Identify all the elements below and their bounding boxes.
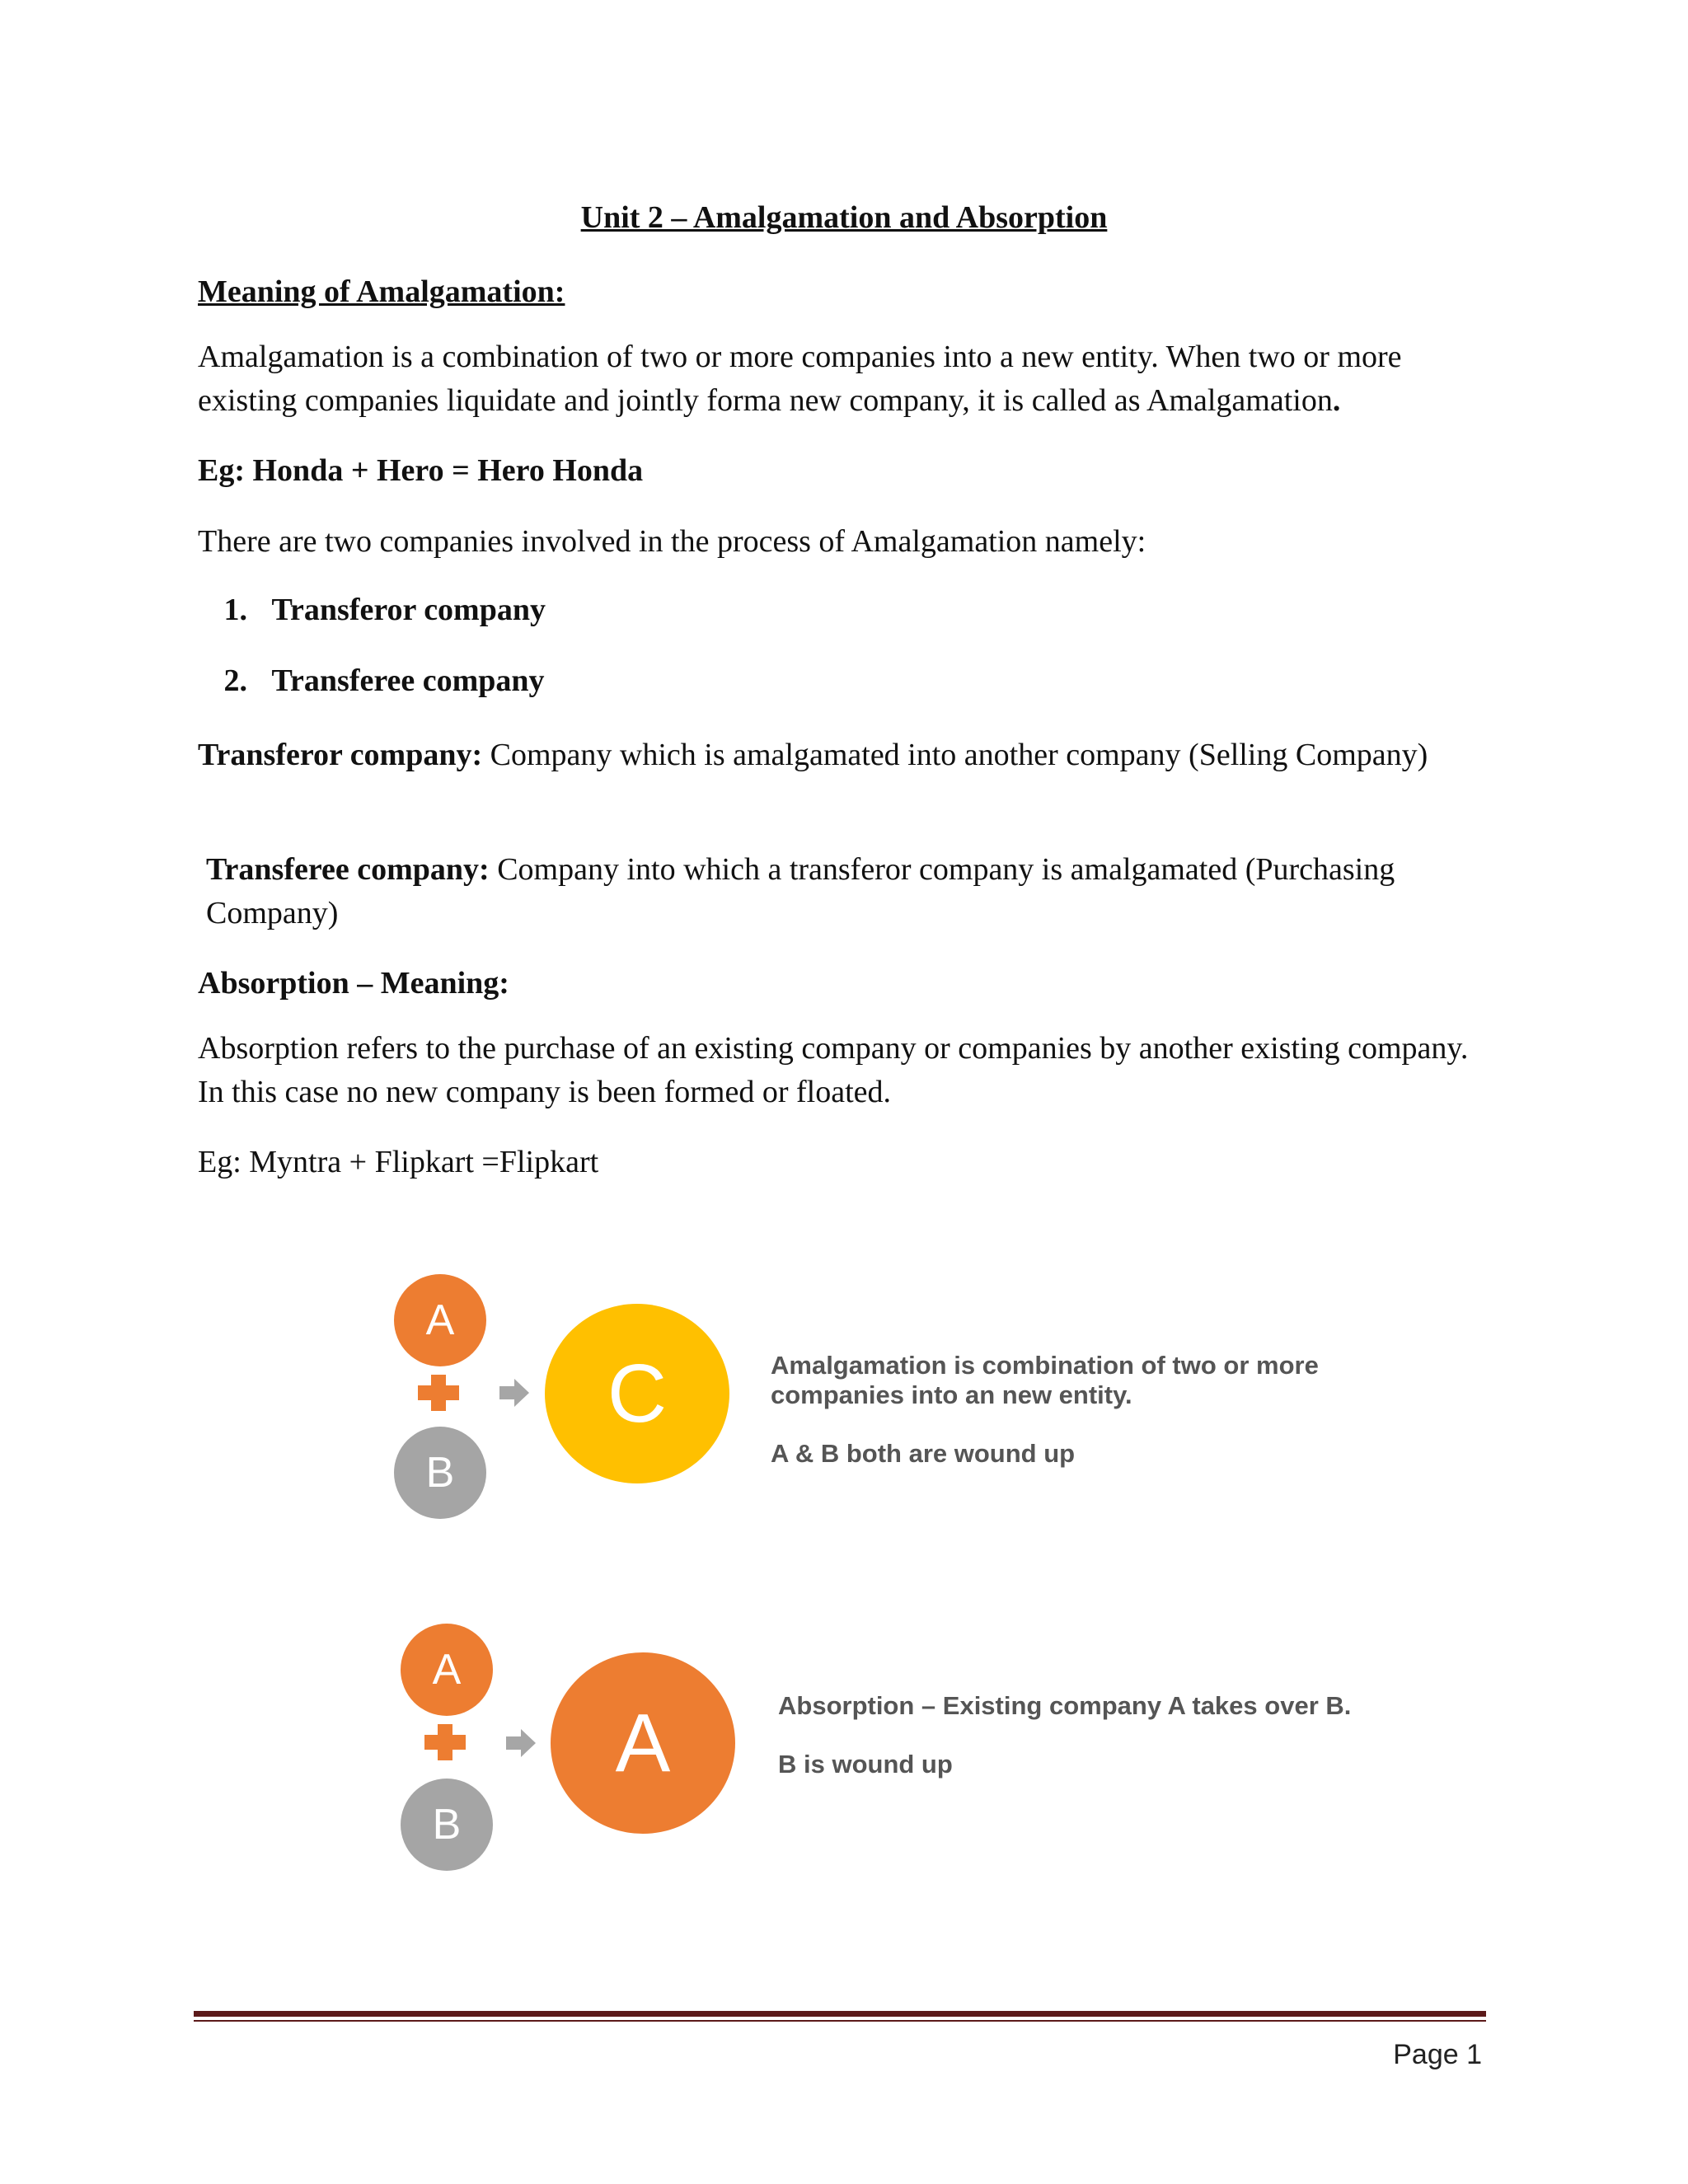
transferee-definition [206, 848, 1492, 935]
meaning-heading: Meaning of Amalgamation: [198, 274, 565, 309]
list-label: Transferor company [271, 593, 546, 627]
absorption-paragraph: Absorption refers to the purchase of an existing company or companies by another existing company. In this case no new company is been formed or floated. [198, 1031, 1469, 1109]
list-number: 1. [223, 593, 247, 627]
meaning-text: Amalgamation is a combination of two or more companies into a new entity. When two or more existing companies liquidate and jointly forma new company, it is called as Amalgamation [198, 340, 1402, 418]
company-a-circle: A [401, 1624, 493, 1716]
example-absorption: Eg: Myntra + Flipkart =Flipkart [198, 1145, 599, 1179]
arrow-right-icon [506, 1727, 537, 1759]
absorption-caption-line1: Absorption – Existing company A takes over B. [778, 1691, 1352, 1720]
page-title: Unit 2 – Amalgamation and Absorption [580, 200, 1108, 235]
transferor-text: Company which is amalgamated into another company (Selling Company) [482, 738, 1428, 772]
meaning-paragraph [198, 335, 1484, 423]
company-a-result-circle: A [551, 1652, 735, 1834]
meaning-period: . [1332, 383, 1341, 418]
list-number: 2. [223, 663, 247, 698]
example-amalgamation: Eg: Honda + Hero = Hero Honda [198, 453, 644, 488]
company-c-circle: C [545, 1304, 729, 1483]
plus-icon [421, 1722, 469, 1762]
amalgamation-caption-line2: companies into an new entity. [771, 1380, 1132, 1409]
list-label: Transferee company [271, 663, 545, 698]
company-a-circle: A [394, 1274, 486, 1366]
plus-icon [415, 1373, 462, 1413]
absorption-caption-line2: B is wound up [778, 1750, 953, 1779]
footer-rule-thin [194, 2020, 1486, 2022]
list-item [198, 592, 546, 628]
transferor-term: Transferor company: [198, 738, 483, 772]
arrow-right-icon [499, 1377, 531, 1408]
amalgamation-caption-line1: Amalgamation is combination of two or more [771, 1351, 1319, 1380]
amalgamation-caption-line3: A & B both are wound up [771, 1439, 1076, 1468]
company-b-circle: B [401, 1779, 493, 1871]
transferee-text: Company into which a transferor company is amalgamated (Purchasing Company) [206, 852, 1395, 930]
footer-rule [194, 2011, 1486, 2017]
intro-text: There are two companies involved in the process of Amalgamation namely: [198, 524, 1146, 559]
transferee-term: Transferee company: [206, 852, 490, 887]
transferor-definition [198, 733, 1484, 777]
page-number: Page 1 [1393, 2039, 1482, 2070]
company-b-circle: B [394, 1427, 486, 1519]
list-item [198, 663, 545, 699]
absorption-heading: Absorption – Meaning: [198, 966, 509, 1001]
